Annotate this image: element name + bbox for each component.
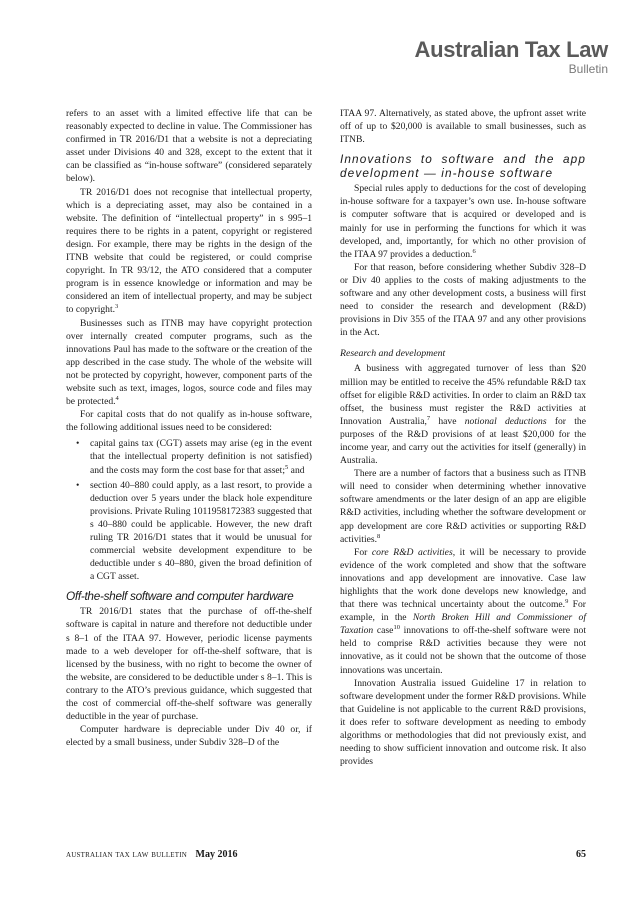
page-footer bbox=[66, 849, 586, 860]
issue-date: May 2016 bbox=[195, 849, 238, 860]
right-column bbox=[340, 107, 586, 768]
footnote-ref: 6 bbox=[472, 247, 476, 255]
paragraph: TR 2016/D1 does not recognise that intellectual property, which is a depreciating asset, may also be contained in a website. The definition of “intellectual property” in s 995–1 requires there to be rights in a patent, copyright or registered design. For example, there may be rights in the design of the ITNB website that could be registered, or could comprise copyright. In TR 93/12, the ATO considered that a computer program is in essence knowledge or information and may be considered an item of intellectual property, and may be subject to copyright.$^3$ bbox=[66, 186, 312, 316]
footnote-ref: 8 bbox=[377, 532, 381, 540]
paragraph: A business with aggregated turnover of less than $20 million may be entitled to receive the 45% refundable R&D tax offset for eligible R&D activities. In order to claim an R&D tax offset, the business must register the R&D activities at Innovation Australia,$^7$ have notional deductions for the purposes of the R&D provisions of at least $20,000 for the income year, and carry out the activities for itself (generally) in Australia. bbox=[340, 363, 586, 467]
footnote-ref: 9 bbox=[565, 597, 569, 605]
paragraph: TR 2016/D1 states that the purchase of off-the-shelf software is capital in nature and therefore not deductible under s 8–1 of the ITAA 97. However, periodic license payments made to a web developer for off-the-shelf software, that is licensed by the business, with no right to become the owner of the website, are considered to be deductible under s 8–1. This is contrary to the ATO’s previous guidance, which suggested that the cost of commercial off-the-shelf software was generally deductible in the year of purchase. bbox=[66, 606, 312, 723]
footnote-ref: 4 bbox=[115, 394, 119, 402]
bullet-list bbox=[66, 437, 312, 583]
paragraph: ITAA 97. Alternatively, as stated above, the upfront asset write off of up to $20,000 is available to small businesses, such as ITNB. bbox=[340, 108, 586, 146]
paragraph: For capital costs that do not qualify as in-house software, the following additional issues need to be considered: bbox=[66, 409, 312, 434]
page-number: 65 bbox=[576, 849, 586, 860]
footnote-ref: 10 bbox=[393, 624, 400, 632]
section-heading: Off-the-shelf software and computer hardware bbox=[66, 589, 294, 604]
paragraph: Special rules apply to deductions for the cost of developing in-house software for a taxpayer’s own use. In-house software is computer software that is acquired or developed and is mainly for use in performing the functions for which it was developed, and, importantly, for which no other provision of the ITAA 97 provides a deduction.$^6$ bbox=[340, 183, 586, 260]
footnote-ref: 5 bbox=[285, 463, 289, 471]
publication-name: australian tax law bulletin bbox=[66, 849, 188, 860]
paragraph: refers to an asset with a limited effective life that can be reasonably expected to decline in value. The Commissioner has confirmed in TR 2016/D1 that a website is not a depreciating asset under Divisions 40 and 328, except to the extent that it can be classified as “in-house software” (considered separately below). bbox=[66, 108, 312, 185]
emphasis: core R&D activities bbox=[371, 546, 453, 558]
left-column bbox=[66, 107, 312, 749]
footnote-ref: 7 bbox=[426, 414, 431, 422]
case-name: North Broken Hill and Commissioner of Taxation bbox=[340, 612, 586, 637]
paragraph: For core R&D activities, it will be necessary to provide evidence of the work completed and show that the software innovations and app development are innovative. Case law highlights that the work done develops new knowledge, and that there was technical uncertainty about the outcome.$^9$ For example, in the North Broken Hill and Commissioner of Taxation case$^{10}$ innovations to off-the-shelf software were not held to comprise R&D activities because they were not innovative, as it could not be shown that the outcome of those innovations was uncertain. bbox=[340, 546, 586, 676]
list-item: • capital gains tax (CGT) assets may arise (eg in the event that the intellectual property definition is not satisfied) and the costs may form the cost base for that asset;$^5$ and bbox=[90, 437, 312, 476]
paragraph: There are a number of factors that a business such as ITNB will need to consider when determining whether innovative software amendments or the later design of an app are eligible R&D activities, including whether the software development or app development are core R&D activities or supporting R&D activities.$^8$ bbox=[340, 468, 586, 545]
subsection-heading: Research and development bbox=[340, 348, 446, 360]
paragraph: Businesses such as ITNB may have copyright protection over internally created computer programs, such as the innovations Paul has made to the software or the creation of the app described in the case study. The whole of the website will not be protected by copyright, however, component parts of the website such as text, images, logos, source code and files may be protected.$^4$ bbox=[66, 317, 312, 408]
list-item: • section 40–880 could apply, as a last resort, to provide a deduction over 5 years under the black hole expenditure provisions. Private Ruling 1011958172383 suggested that s 40–880 could be applicable. However, the new draft ruling TR 2016/D1 states that it would be unusual for commercial website development expenditure to be deductible under s 40–880, given the broad definition of a CGT asset. bbox=[90, 479, 312, 584]
section-heading: Innovations to software and the app development — in-house software bbox=[340, 152, 586, 181]
footnote-ref: 3 bbox=[115, 303, 119, 311]
paragraph: For that reason, before considering whether Subdiv 328–D or Div 40 applies to the costs of making adjustments to the software and any other development costs, a business will first need to consider the research and development (R&D) provisions in Div 355 of the ITAA 97 and any other provisions in the Act. bbox=[340, 261, 586, 339]
logo-title: Australian Tax Law bbox=[414, 37, 608, 62]
paragraph: Computer hardware is depreciable under Div 40 or, if elected by a small business, under Subdiv 328–D of the bbox=[66, 724, 312, 749]
paragraph: Innovation Australia issued Guideline 17 in relation to software development under the former R&D provisions. While that Guideline is not applicable to the current R&D provisions, it does refer to software development as needing to embody algorithms or methodologies that did not previously exist, and needing to show sufficient innovation and outcome risk. It also provides bbox=[340, 677, 586, 768]
bulletin-logo bbox=[415, 38, 608, 76]
logo-subtitle: Bulletin bbox=[568, 62, 608, 76]
emphasis: notional deductions bbox=[464, 415, 547, 427]
